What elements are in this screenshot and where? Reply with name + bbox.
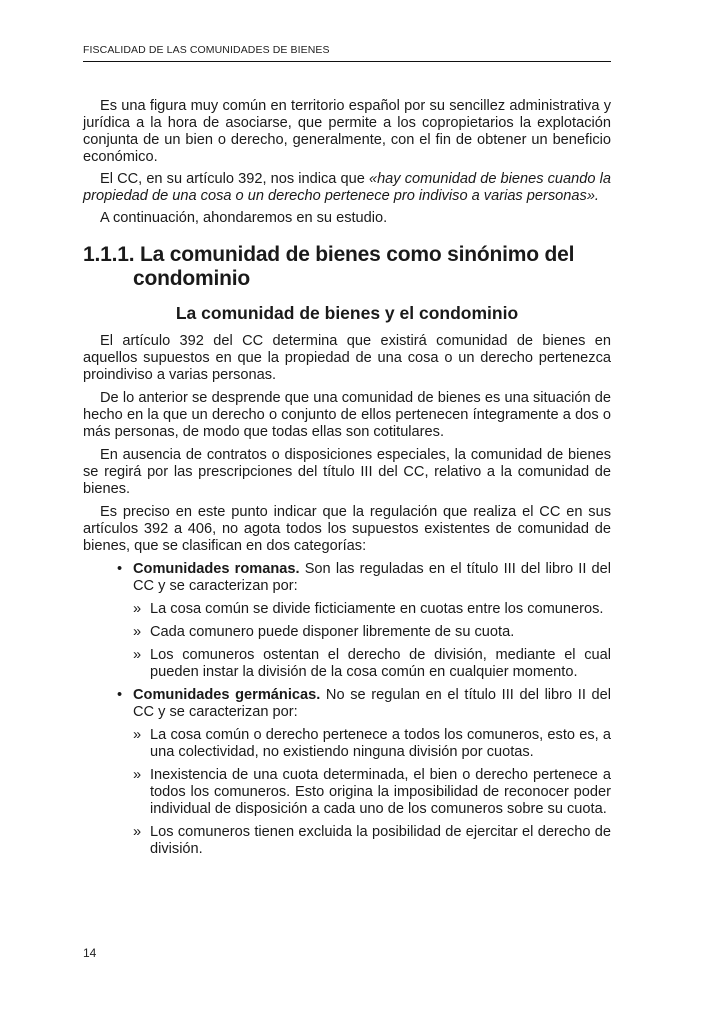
sublist-item-text: La cosa común se divide ficticiamente en cuotas entre los comuneros. bbox=[150, 601, 604, 617]
sublist-romanas bbox=[133, 601, 611, 681]
sublist-item-text: Los comuneros ostentan el derecho de división, mediante el cual pueden instar la división de la cosa común en cualquier momento. bbox=[150, 647, 611, 680]
sublist-item bbox=[133, 824, 611, 858]
body-paragraph-2: De lo anterior se desprende que una comunidad de bienes es una situación de hecho en la que un derecho o conjunto de ellos pertenecen íntegramente a dos o más personas, de modo que todas ellas son cotitulares. bbox=[83, 390, 611, 440]
intro-quote: «hay comunidad de bienes cuando la propiedad de una cosa o un derecho pertenece pro indiviso a varias personas». bbox=[83, 171, 611, 204]
body-paragraph-4: Es preciso en este punto indicar que la regulación que realiza el CC en sus artículos 392 a 406, no agota todos los supuestos existentes de comunidad de bienes, que se clasifican en dos categorías: bbox=[83, 504, 611, 554]
sublist-item bbox=[133, 601, 611, 618]
list-item-term: Comunidades romanas. bbox=[133, 561, 300, 577]
bullet-icon: • bbox=[117, 561, 123, 577]
section-heading bbox=[83, 243, 611, 291]
sublist-item-text: Cada comunero puede disponer libremente de su cuota. bbox=[150, 624, 515, 640]
section-title: La comunidad de bienes como sinónimo del condominio bbox=[133, 243, 575, 290]
subsection-heading: La comunidad de bienes y el condominio bbox=[175, 303, 519, 323]
chevron-icon: » bbox=[133, 647, 142, 663]
list-item-text: No se regulan en el título III del libro II del CC y se caracterizan por: bbox=[133, 687, 611, 720]
body-paragraph-3: En ausencia de contratos o disposiciones especiales, la comunidad de bienes se regirá por las prescripciones del título III del CC, relativo a la comunidad de bienes. bbox=[83, 447, 611, 497]
chevron-icon: » bbox=[133, 767, 142, 783]
body-paragraph-1: El artículo 392 del CC determina que existirá comunidad de bienes en aquellos supuestos en que la propiedad de una cosa o un derecho pertenezca proindiviso a varias personas. bbox=[83, 333, 611, 383]
intro-paragraph-2 bbox=[83, 171, 611, 205]
running-header: FISCALIDAD DE LAS COMUNIDADES DE BIENES bbox=[83, 44, 611, 62]
chevron-icon: » bbox=[133, 624, 142, 640]
categories-list bbox=[83, 561, 611, 858]
intro-paragraph-3: A continuación, ahondaremos en su estudio. bbox=[100, 210, 388, 226]
sublist-item bbox=[133, 767, 611, 818]
chevron-icon: » bbox=[133, 824, 142, 840]
section-number: 1.1.1. bbox=[83, 243, 135, 266]
chevron-icon: » bbox=[133, 601, 142, 617]
sublist-item bbox=[133, 624, 611, 641]
intro-paragraph-1: Es una figura muy común en territorio español por su sencillez administrativa y jurídica a la hora de asociarse, que permite a los copropietarios la explotación conjunta de un bien o derecho, generalmente, con el fin de obtener un beneficio económico. bbox=[83, 98, 611, 165]
list-item-romanas bbox=[83, 561, 611, 681]
page-number: 14 bbox=[83, 946, 97, 960]
sublist-item-text: Los comuneros tienen excluida la posibilidad de ejercitar el derecho de división. bbox=[150, 824, 611, 857]
sublist-item-text: Inexistencia de una cuota determinada, el bien o derecho pertenece a todos los comuneros. Esto origina la imposibilidad de reconocer poder individual de disposición a cada uno de los comuneros sobre su cuota. bbox=[150, 767, 611, 817]
list-item-germanicas bbox=[83, 687, 611, 858]
sublist-item bbox=[133, 727, 611, 761]
list-item-term: Comunidades germánicas. bbox=[133, 687, 321, 703]
sublist-germanicas bbox=[133, 727, 611, 858]
list-item-text: Son las reguladas en el título III del libro II del CC y se caracterizan por: bbox=[133, 561, 611, 594]
sublist-item bbox=[133, 647, 611, 681]
sublist-item-text: La cosa común o derecho pertenece a todos los comuneros, esto es, a una colectividad, no existiendo ninguna división por cuotas. bbox=[150, 727, 611, 760]
page-content bbox=[83, 98, 611, 864]
bullet-icon: • bbox=[117, 687, 123, 703]
chevron-icon: » bbox=[133, 727, 142, 743]
intro-paragraph-2-text: El CC, en su artículo 392, nos indica que bbox=[100, 171, 369, 187]
